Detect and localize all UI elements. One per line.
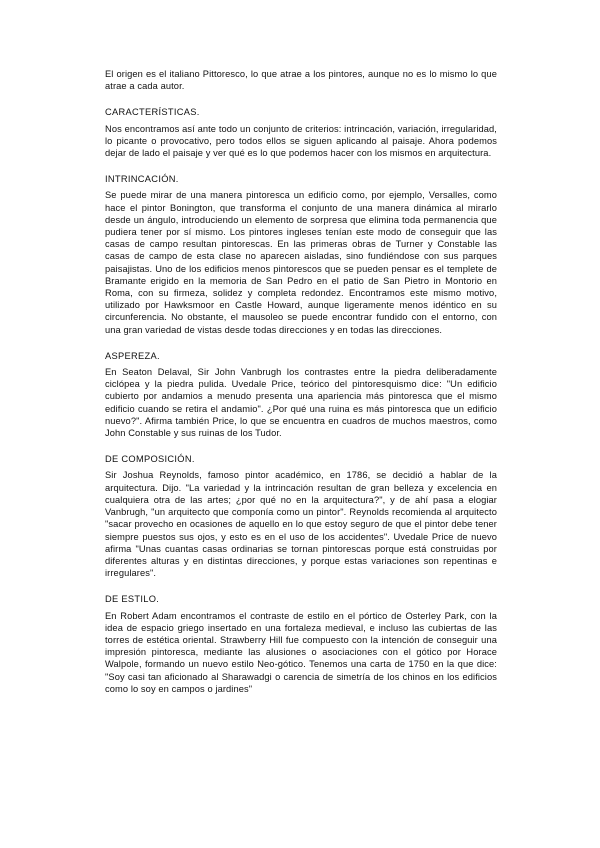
- section-de-estilo: [105, 593, 497, 695]
- section-de-composicion: [105, 453, 497, 579]
- section-intrincacion: [105, 173, 497, 336]
- section-body: Sir Joshua Reynolds, famoso pintor académico, en 1786, se decidió a hablar de la arquitectura. Dijo. "La variedad y la intrincación resultan de gran belleza y excelencia en cualquiera otra de las artes; ¿por qué no en la arquitectura?", y de ahí pasa a elogiar Vanbrugh, "un arquitecto que componía como un pintor". Reynolds recomienda al arquitecto "sacar provecho en ocasiones de aquello en lo que estoy seguro de que el pintor debe tener siempre puestos sus ojos, y esto es en el uso de los accidentes". Uvedale Price de nuevo afirma "Unas cuantas casas ordinarias se tornan pintorescas porque está construidas por diferentes alturas y en distintas direcciones, y porque estas variaciones son repentinas e irregulares".: [105, 470, 497, 579]
- section-heading: ASPEREZA.: [105, 350, 160, 361]
- section-aspereza: [105, 350, 497, 439]
- section-body: En Robert Adam encontramos el contraste de estilo en el pórtico de Osterley Park, con la idea de espacio griego insertado en una fortaleza medieval, e incluso las cubiertas de las torres de estética oriental. Strawberry Hill fue compuesto con la intención de conseguir una impresión pintoresca, mediante las alusiones o asociaciones con el gótico por Horace Walpole, formando un nuevo estilo Neo-gótico. Tenemos una carta de 1750 en la que dice: "Soy casi tan aficionado al Sharawadgi o carencia de simetría de los chinos en los edificios como lo soy en campos o jardines": [105, 610, 497, 694]
- section-body: Se puede mirar de una manera pintoresca un edificio como, por ejemplo, Versalles, como hace el pintor Bonington, que transforma el conjunto de una manera dinámica al mirarlo desde un ángulo, introduciendo un elemento de sorpresa que elimina toda permanencia que pudiera tener por sí mismo. Los pintores ingleses tenían este modo de conseguir que las casas de campo resultan pintorescas. En las primeras obras de Turner y Constable las casas de campo de esta clase no aparecen aisladas, sino fundiéndose con sus parques paisajistas. Uno de los edificios menos pintorescos que se pueden pensar es el templete de Bramante erigido en la memoria de San Pedro en el patio de San Pietro in Montorio en Roma, con su firmeza, solidez y completa redondez. Encontramos este mismo motivo, utilizado por Hawksmoor en Castle Howard, aunque ligeramente menos idéntico en su circunferencia. No obstante, el mausoleo se puede encontrar fundido con el entorno, con una gran variedad de vistas desde todas direcciones y en todas las direcciones.: [105, 190, 497, 335]
- section-heading: INTRINCACIÓN.: [105, 174, 179, 185]
- section-heading: DE COMPOSICIÓN.: [105, 454, 195, 465]
- section-body: Nos encontramos así ante todo un conjunto de criterios: intrincación, variación, irregularidad, lo picante o provocativo, pero todos ellos se siguen aplicando al paisaje. Ahora podemos dejar de lado el paisaje y ver qué es lo que podemos hacer con los mismos en arquitectura.: [105, 123, 497, 159]
- section-caracteristicas: [105, 106, 497, 159]
- section-heading: CARACTERÍSTICAS.: [105, 107, 200, 118]
- section-body: En Seaton Delaval, Sir John Vanbrugh los contrastes entre la piedra deliberadamente ciclópea y la piedra pulida. Uvedale Price, teórico del pintoresquismo dice: "Un edificio cubierto por andamios a menudo presenta una apariencia más pintoresca que el mismo edificio cuando se retira el andamio". ¿Por qué una ruina es más pintoresca que un edificio nuevo?". Afirma también Price, lo que se encuentra en cuadros de muchos maestros, como John Constable y sus ruinas de los Tudor.: [105, 367, 497, 439]
- intro-paragraph: El origen es el italiano Pittoresco, lo que atrae a los pintores, aunque no es lo mismo lo que atrae a cada autor.: [105, 69, 497, 92]
- section-heading: DE ESTILO.: [105, 594, 160, 605]
- document-content: [105, 68, 497, 695]
